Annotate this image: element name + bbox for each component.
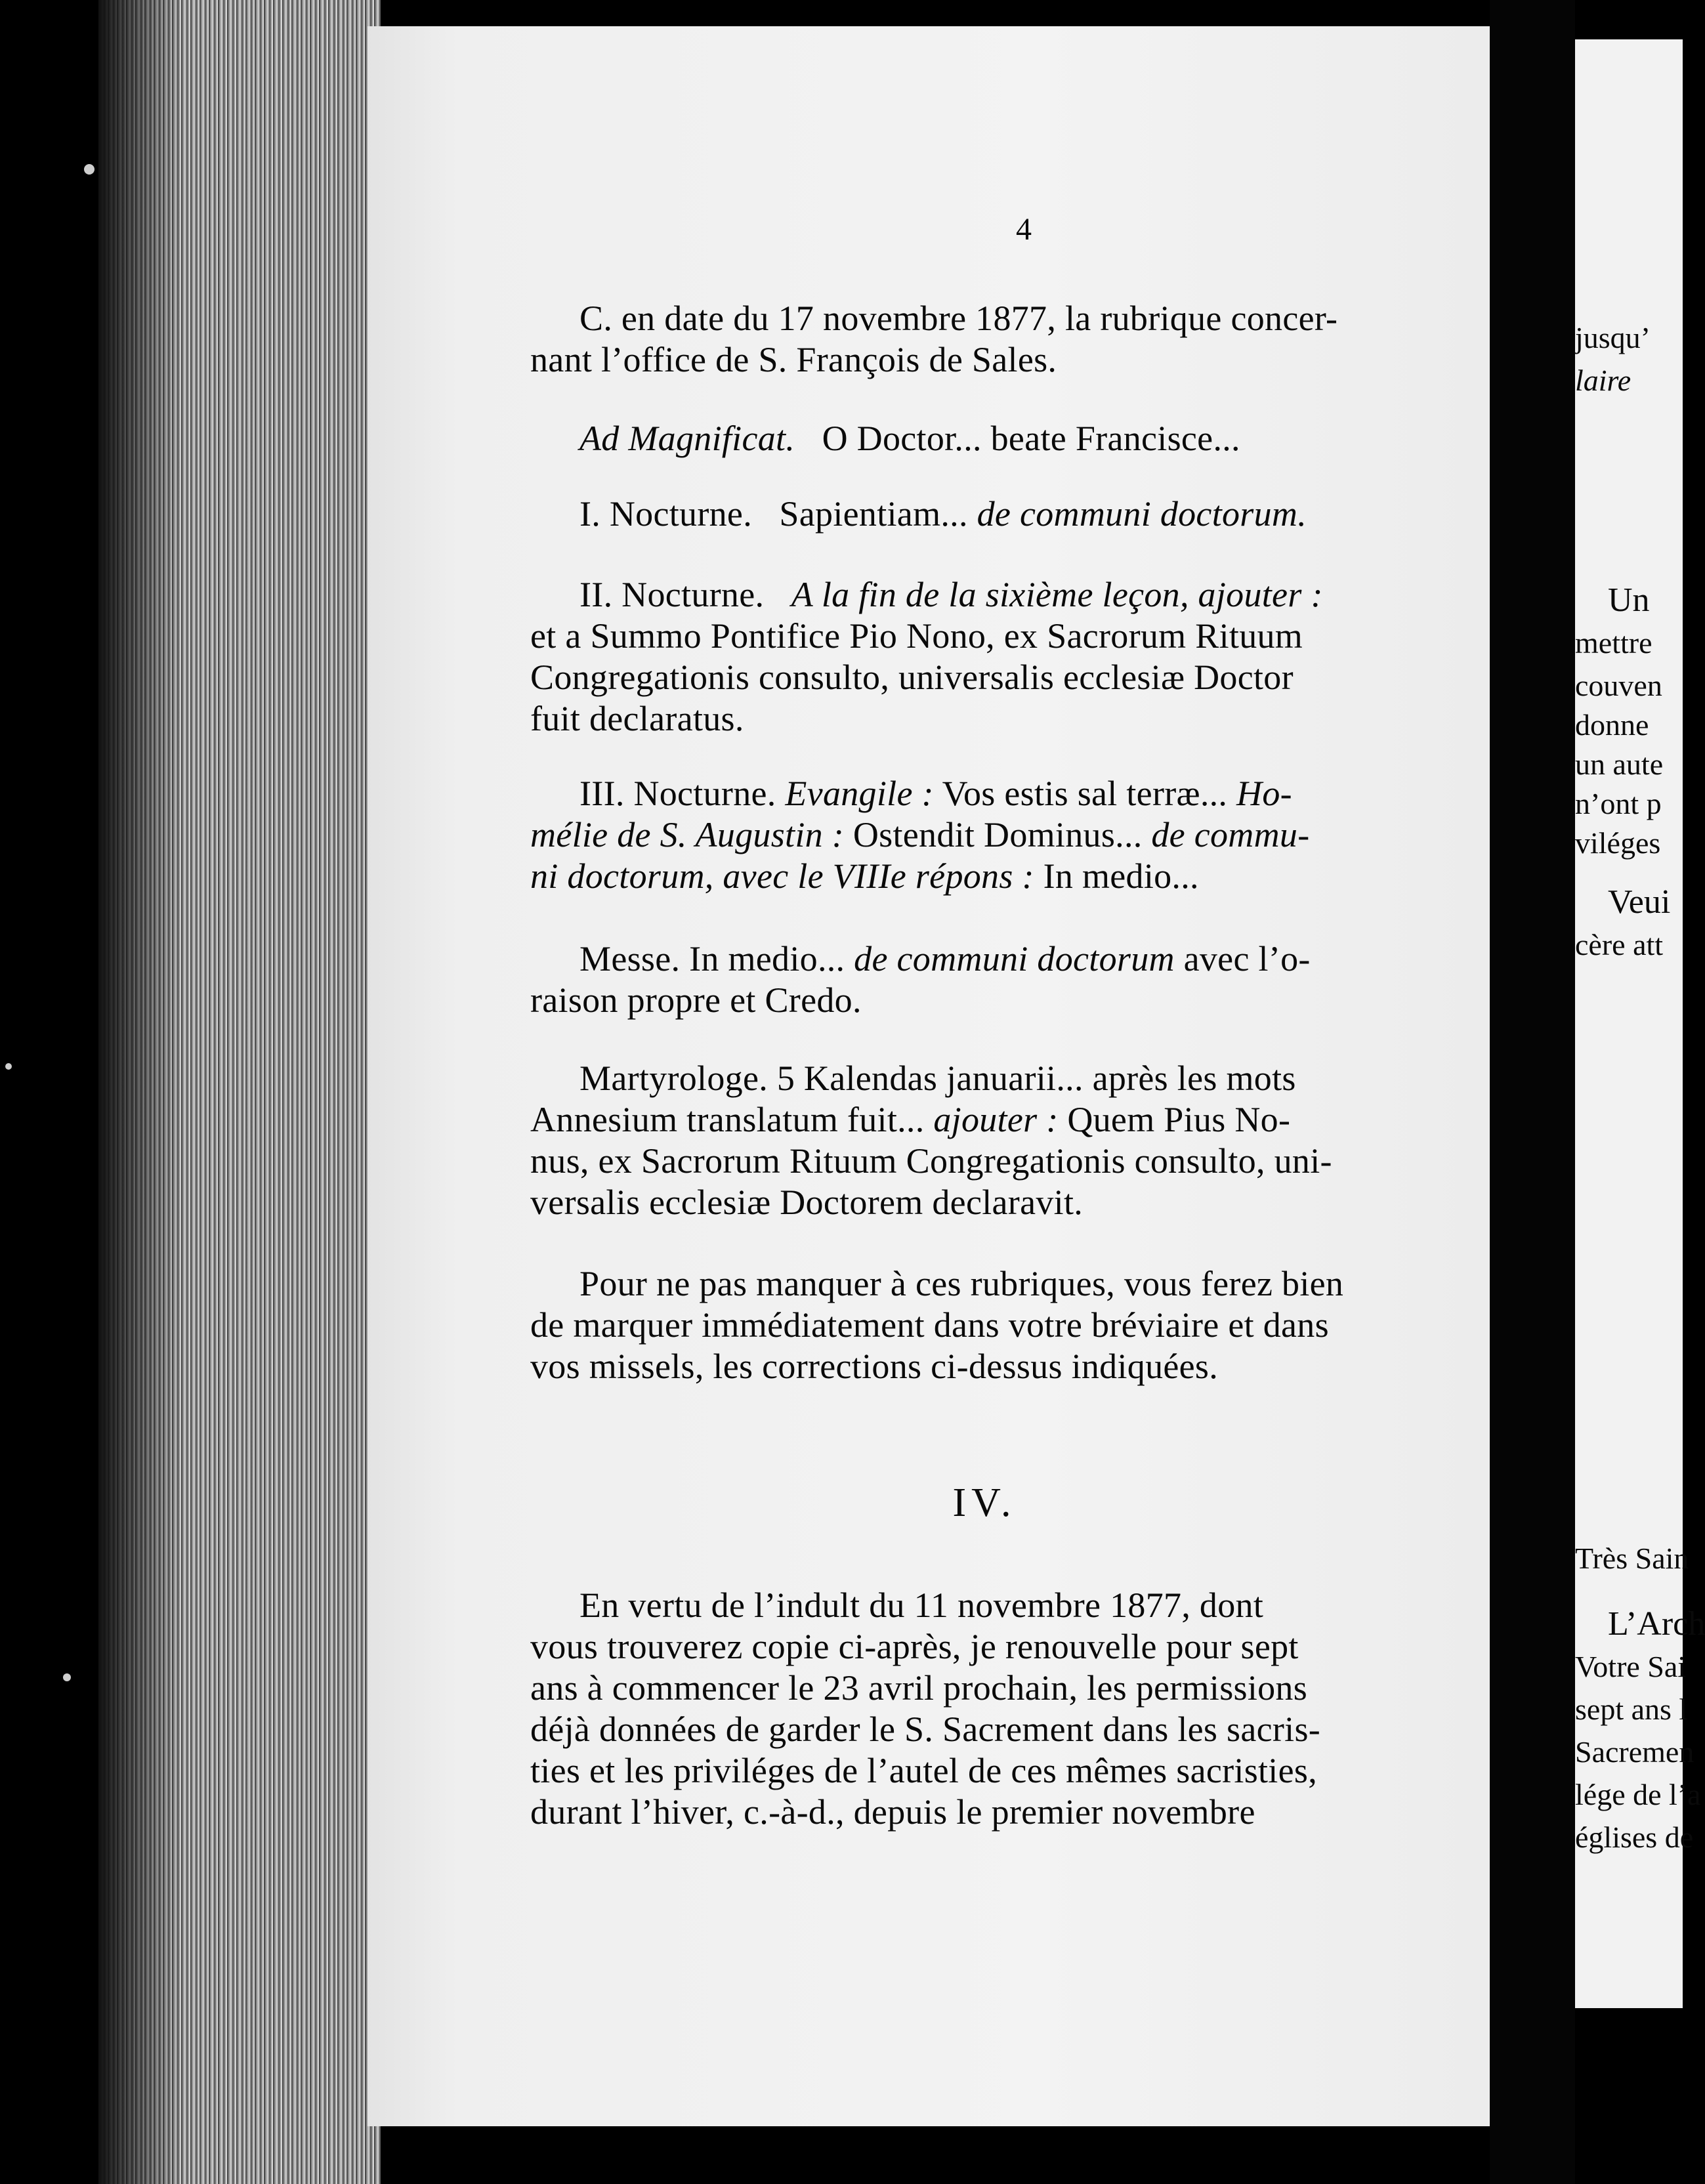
facing-text-line: mettre [1575, 626, 1652, 660]
text-line: ans à commencer le 23 avril prochain, les permissions [530, 1668, 1308, 1708]
facing-text-line: Votre Sai [1575, 1650, 1687, 1683]
text-line [530, 773, 1483, 814]
text-segment: II. Nocturne. [579, 575, 765, 614]
paragraph-messe [530, 938, 1483, 1021]
section-heading: IV. [952, 1480, 1017, 1525]
text-segment: Messe. [579, 939, 681, 978]
text-segment: In medio... [1043, 856, 1199, 896]
facing-text-line: sept ans l [1575, 1692, 1688, 1726]
text-line: ties et les priviléges de l’autel de ces mêmes sacristies, [530, 1751, 1317, 1790]
facing-text-line: Très Sain [1575, 1542, 1689, 1575]
paragraph-magnificat [530, 418, 1483, 459]
italic-segment: de commu- [1151, 815, 1310, 854]
text-segment: O Doctor... beate Francisce... [822, 419, 1240, 458]
facing-text-line: églises de [1575, 1820, 1694, 1854]
text-line: Pour ne pas manquer à ces rubriques, vous ferez bien [579, 1264, 1344, 1303]
italic-segment: mélie de S. Augustin : [530, 815, 845, 854]
scan-speck [84, 164, 95, 175]
facing-text-line: couven [1575, 669, 1662, 702]
text-line: Congregationis consulto, universalis ecclesiæ Doctor [530, 658, 1294, 697]
text-line [530, 938, 1483, 980]
facing-text-line: laire [1575, 364, 1631, 397]
text-line: vos missels, les corrections ci-dessus indiquées. [530, 1347, 1219, 1386]
italic-segment: ni doctorum, avec le VIIIe répons : [530, 856, 1034, 896]
text-line: Martyrologe. 5 Kalendas januarii... après les mots [579, 1059, 1296, 1098]
facing-text-line: L’Arch [1608, 1605, 1705, 1643]
facing-text-line: n’ont p [1575, 787, 1662, 820]
facing-text-line: Sacremen [1575, 1735, 1694, 1769]
facing-text-line: cère att [1575, 928, 1664, 961]
facing-text-line: Veui [1608, 883, 1671, 921]
text-line: vous trouverez copie ci-après, je renouvelle pour sept [530, 1627, 1299, 1666]
text-line [530, 814, 1483, 856]
facing-text-line: jusqu’ [1575, 321, 1651, 354]
paragraph-corrections [530, 1263, 1483, 1387]
italic-segment: Evangile : [785, 774, 934, 813]
facing-text-line: lége de l’a [1575, 1778, 1701, 1811]
facing-text-line: viléges [1575, 826, 1661, 860]
text-segment: avec l’o- [1183, 939, 1311, 978]
facing-text-line: Un [1608, 581, 1650, 619]
italic-segment: de communi doctorum [854, 939, 1175, 978]
text-line: nus, ex Sacrorum Rituum Congregationis consulto, uni- [530, 1141, 1332, 1181]
book-gutter [1490, 0, 1575, 2184]
text-segment: Sapientiam... [779, 494, 968, 534]
italic-segment: de communi doctorum. [977, 494, 1307, 534]
text-line [530, 856, 1483, 897]
latin-heading: Ad Magnificat. [579, 419, 795, 458]
text-segment: Annesium translatum fuit... [530, 1100, 925, 1139]
text-line: En vertu de l’indult du 11 novembre 1877, dont [579, 1586, 1264, 1625]
paragraph-nocturne-3 [530, 773, 1483, 897]
text-line: déjà données de garder le S. Sacrement dans les sacris- [530, 1710, 1321, 1749]
text-line: C. en date du 17 novembre 1877, la rubrique concer- [579, 299, 1338, 338]
page-number: 4 [1016, 212, 1032, 247]
italic-segment: A la fin de la sixième leçon, ajouter : [791, 575, 1323, 614]
paragraph-rubric [530, 298, 1483, 381]
text-segment: Vos estis sal terræ... [942, 774, 1228, 813]
text-line [530, 494, 1483, 535]
paragraph-nocturne-1 [530, 494, 1483, 535]
text-line: durant l’hiver, c.-à-d., depuis le premier novembre [530, 1792, 1255, 1832]
text-segment: Ostendit Dominus... [853, 815, 1143, 854]
text-segment: I. Nocturne. [579, 494, 753, 534]
text-segment: In medio... [689, 939, 845, 978]
facing-page [1575, 39, 1705, 2008]
paragraph-nocturne-2 [530, 574, 1483, 740]
text-line: versalis ecclesiæ Doctorem declaravit. [530, 1183, 1084, 1222]
text-line: et a Summo Pontifice Pio Nono, ex Sacrorum Rituum [530, 616, 1303, 656]
book-edge-shadow [98, 0, 184, 2184]
text-line [530, 574, 1483, 616]
text-line [530, 1099, 1483, 1141]
italic-segment: Ho- [1236, 774, 1292, 813]
scan-speck [63, 1673, 71, 1681]
paragraph-indult [530, 1585, 1483, 1833]
facing-text-line: un aute [1575, 747, 1664, 781]
text-line: raison propre et Credo. [530, 980, 862, 1020]
text-line [530, 418, 1483, 459]
paragraph-martyrologe [530, 1058, 1483, 1223]
text-line: fuit declaratus. [530, 699, 744, 738]
text-line: nant l’office de S. François de Sales. [530, 340, 1057, 379]
facing-text-line: donne [1575, 708, 1649, 742]
text-segment: Quem Pius No- [1067, 1100, 1291, 1139]
text-segment: III. Nocturne. [579, 774, 776, 813]
italic-segment: ajouter : [933, 1100, 1059, 1139]
text-line: de marquer immédiatement dans votre bréviaire et dans [530, 1305, 1329, 1345]
scan-speck [5, 1063, 12, 1070]
